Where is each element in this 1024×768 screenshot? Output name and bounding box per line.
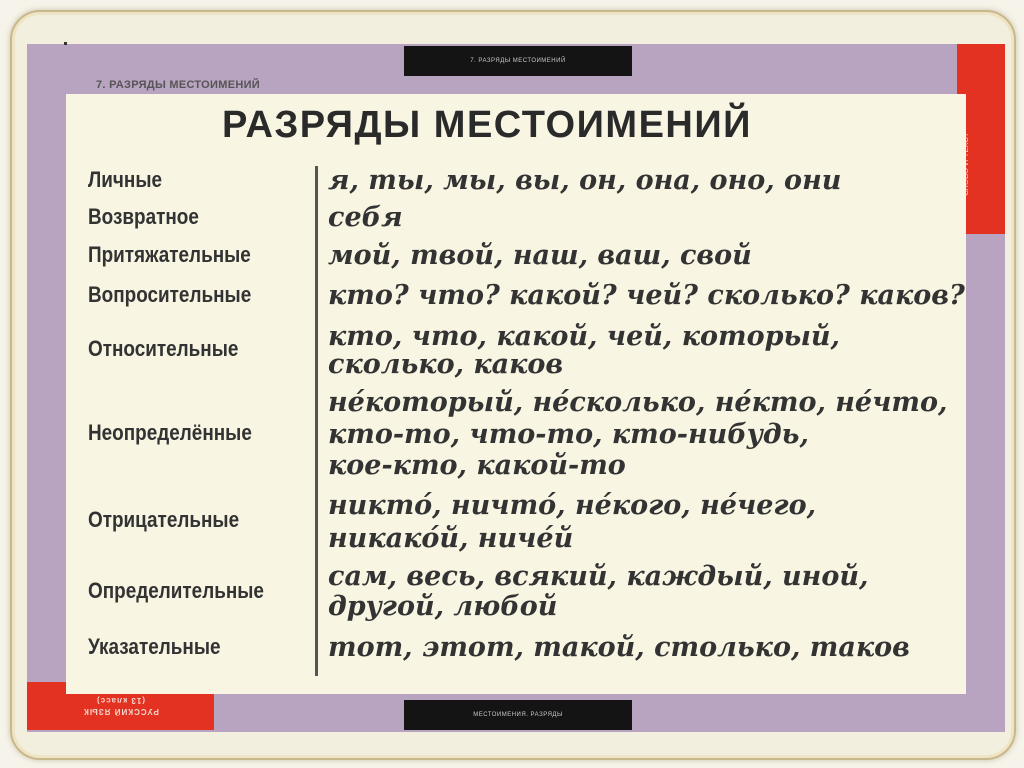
- bottom-strip-text: МЕСТОИМЕНИЯ. РАЗРЯДЫ: [473, 712, 563, 718]
- row-label-reflexive: Возвратное: [88, 204, 199, 229]
- row-examples-possessive: мой, твой, наш, ваш, свой: [328, 240, 752, 271]
- row-label-negative: Отрицательные: [88, 507, 240, 532]
- row-examples-indefinite-line-1: не́который, не́сколько, не́кто, не́что,: [328, 387, 948, 418]
- row-examples-relative-line-2: сколько, каков: [328, 349, 564, 380]
- top-strip-text: 7. РАЗРЯДЫ МЕСТОИМЕНИЙ: [470, 58, 566, 64]
- column-divider: [315, 166, 318, 676]
- row-label-personal: Личные: [88, 167, 163, 192]
- row-examples-personal: я, ты, мы, вы, он, она, оно, они: [328, 165, 842, 196]
- row-examples-definitive-line-2: другой, любой: [328, 591, 558, 622]
- page-title: РАЗРЯДЫ МЕСТОИМЕНИЙ: [222, 104, 752, 146]
- row-examples-relative-line-1: кто, что, какой, чей, который,: [328, 321, 840, 352]
- row-examples-negative-line-2: никако́й, ниче́й: [328, 523, 574, 554]
- row-label-possessive: Притяжательные: [88, 242, 251, 267]
- red-badge-line-2: (13 класс): [96, 696, 145, 705]
- poster-bottom-strip: [404, 700, 632, 730]
- row-examples-interrogative: кто? что? какой? чей? сколько? каков?: [328, 280, 965, 311]
- row-examples-demonstrative: тот, этот, такой, столько, таков: [328, 632, 910, 663]
- row-examples-reflexive: себя: [328, 202, 403, 233]
- row-examples-negative-line-1: никто́, ничто́, не́кого, не́чего,: [328, 490, 817, 521]
- row-label-demonstrative: Указательные: [88, 634, 221, 659]
- row-examples-definitive-line-1: сам, весь, всякий, каждый, иной,: [328, 561, 869, 592]
- poster-top-strip: [404, 46, 632, 76]
- row-label-definitive: Определительные: [88, 578, 264, 603]
- red-badge-line-1: РУССКИЙ ЯЗЫК: [82, 707, 159, 716]
- row-label-indefinite: Неопределённые: [88, 420, 252, 445]
- poster-caption: 7. РАЗРЯДЫ МЕСТОИМЕНИЙ: [96, 79, 260, 91]
- row-label-interrogative: Вопросительные: [88, 282, 252, 307]
- poster-corner-mark: [64, 42, 67, 45]
- row-label-relative: Относительные: [88, 336, 239, 361]
- red-side-tab-text: [961, 104, 1001, 224]
- row-examples-indefinite-line-3: кое-кто, какой-то: [328, 450, 626, 481]
- row-examples-indefinite-line-2: кто-то, что-то, кто-нибудь,: [328, 419, 809, 450]
